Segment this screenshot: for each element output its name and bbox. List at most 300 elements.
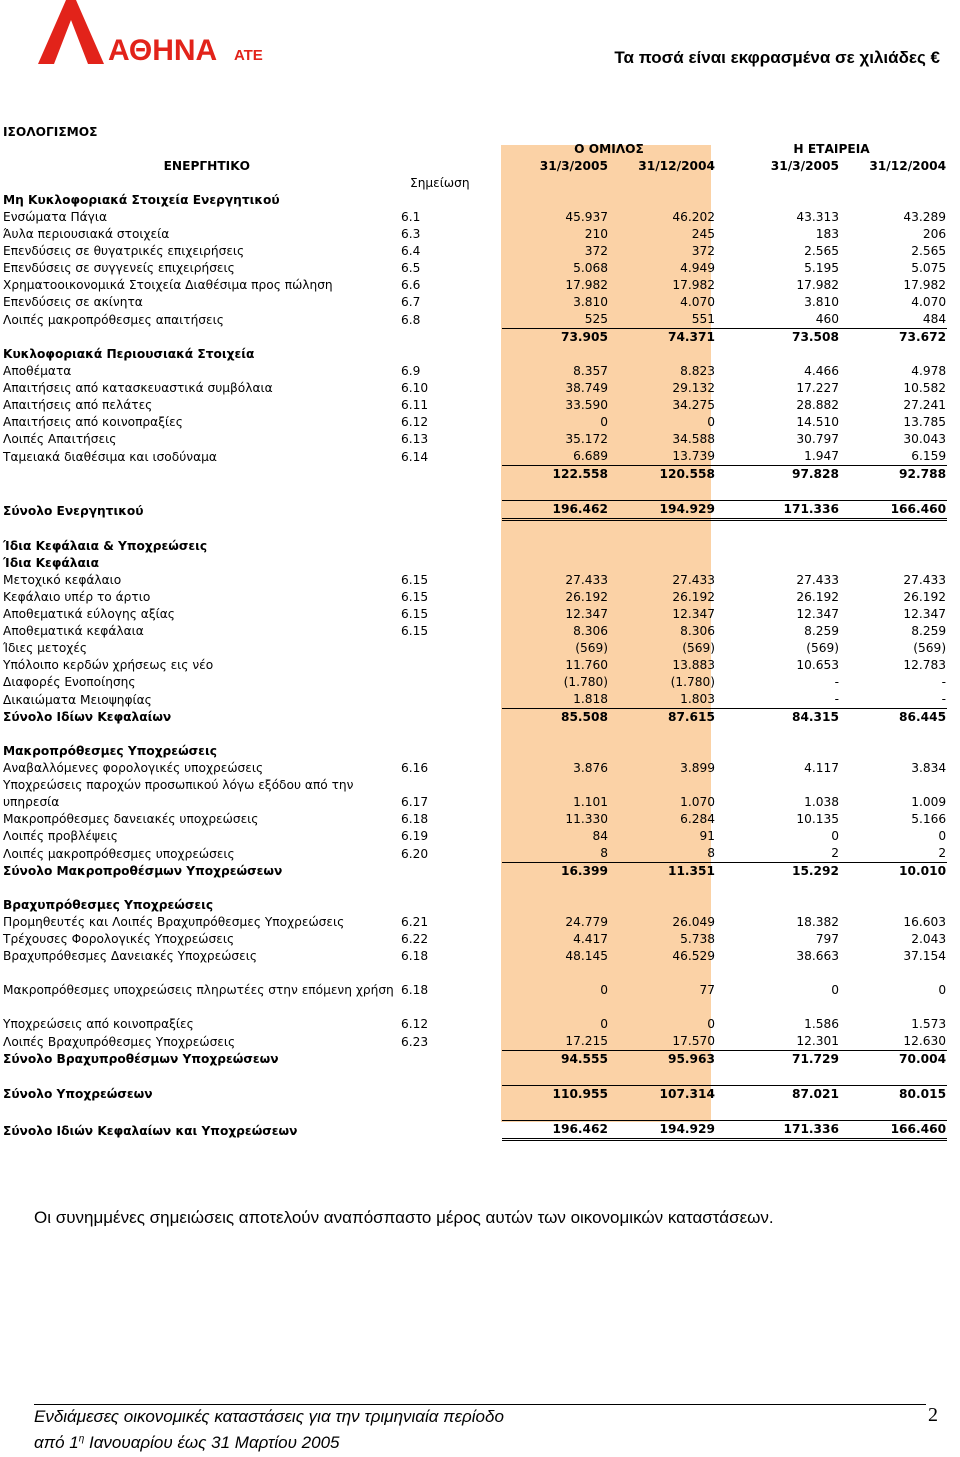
- value-cell: 6.159: [911, 449, 947, 463]
- value-cell: 4.978: [911, 364, 947, 378]
- value-cell: 11.351: [609, 863, 716, 881]
- section-heading: Βραχυπρόθεσμες Υποχρεώσεις: [3, 898, 214, 912]
- value-cell: 196.462: [502, 501, 609, 520]
- section-heading: Ίδια Κεφάλαια: [3, 556, 99, 570]
- notes-disclaimer: Οι συνημμένες σημειώσεις αποτελούν αναπόσπαστο μέρος αυτών των οικονομικών καταστάσεων.: [34, 1208, 774, 1227]
- value-cell: 460: [815, 312, 839, 326]
- value-cell: 5.068: [573, 261, 608, 275]
- note-ref: 6.3: [401, 227, 421, 241]
- row-label: [2, 329, 400, 347]
- footer-period-line2: από $1^\eta$ Ιανουαρίου έως 31 Μαρτίου 2005: [34, 1433, 340, 1452]
- col-date: 31/3/2005: [539, 159, 608, 173]
- value-cell: 13.785: [903, 415, 947, 429]
- note-ref: [400, 863, 502, 881]
- row-label: Λοιπές μακροπρόθεσμες απαιτήσεις: [3, 312, 224, 327]
- value-cell: 26.192: [672, 590, 715, 604]
- row-label: Μακροπρόθεσμες υποχρεώσεις πληρωτέες στην επόμενη χρήση: [3, 983, 394, 997]
- value-cell: 35.172: [565, 432, 608, 446]
- note-ref: 6.7: [401, 295, 421, 309]
- table-row: [2, 1086, 947, 1104]
- table-row: [2, 897, 947, 914]
- table-row: [2, 828, 947, 845]
- value-cell: 166.460: [840, 1121, 947, 1140]
- value-cell: 372: [691, 244, 715, 258]
- table-row: [2, 845, 947, 863]
- row-label: Επενδύσεις σε συγγενείς επιχειρήσεις: [3, 261, 235, 275]
- value-cell: 12.301: [796, 1034, 839, 1048]
- value-cell: 33.590: [565, 398, 608, 412]
- table-row: [2, 329, 947, 347]
- row-label: Ίδιες μετοχές: [3, 641, 88, 655]
- value-cell: -: [834, 692, 839, 706]
- table-row: [2, 346, 947, 363]
- table-row: [2, 931, 947, 948]
- value-cell: 797: [815, 932, 839, 946]
- col-date: 31/3/2005: [770, 159, 839, 173]
- value-cell: 73.672: [840, 329, 947, 347]
- value-cell: (569): [575, 641, 608, 655]
- value-cell: 194.929: [609, 501, 716, 520]
- value-cell: 87.615: [609, 709, 716, 727]
- row-label: Σύνολο Μακροπροθέσμων Υποχρεώσεων: [3, 864, 283, 878]
- row-label: Αναβαλλόμενες φορολογικές υποχρεώσεις: [3, 761, 264, 775]
- value-cell: 1.586: [804, 1017, 839, 1031]
- row-label: Κεφάλαιο υπέρ το άρτιο: [3, 590, 151, 604]
- value-cell: (569): [806, 641, 839, 655]
- note-ref: 6.15: [401, 573, 429, 587]
- value-cell: 166.460: [840, 501, 947, 520]
- table-row: [2, 606, 947, 623]
- row-label: [2, 466, 400, 484]
- value-cell: 4.070: [911, 295, 947, 309]
- value-cell: 28.882: [796, 398, 839, 412]
- logo-suffix: ΑΤΕ: [234, 47, 263, 64]
- note-ref: [400, 466, 502, 484]
- row-label: Σύνολο Ιδιών Κεφαλαίων και Υποχρεώσεων: [3, 1123, 298, 1138]
- logo-wordmark: ΑΘΗΝΑ: [108, 34, 218, 66]
- table-row: [2, 1068, 947, 1086]
- table-row: [2, 726, 947, 743]
- value-cell: 171.336: [716, 1121, 840, 1140]
- note-ref: 6.12: [401, 1017, 429, 1031]
- value-cell: 1.038: [804, 795, 839, 809]
- row-label: Δικαιώματα Μειοψηφίας: [3, 692, 152, 707]
- note-ref: 6.21: [401, 915, 429, 929]
- value-cell: 10.653: [796, 658, 839, 672]
- table-row: [2, 709, 947, 727]
- note-ref: 6.11: [401, 398, 429, 412]
- value-cell: 17.982: [565, 278, 608, 292]
- row-label: Υπόλοιπο κερδών χρήσεως εις νέο: [3, 658, 214, 672]
- units-note: Τα ποσά είναι εκφρασμένα σε χιλιάδες €: [614, 48, 940, 67]
- value-cell: 87.021: [716, 1086, 840, 1104]
- value-cell: 8: [707, 846, 715, 860]
- value-cell: -: [941, 692, 947, 706]
- value-cell: 0: [707, 1017, 715, 1031]
- value-cell: 27.433: [672, 573, 715, 587]
- note-ref: 6.10: [401, 381, 429, 395]
- value-cell: 85.508: [502, 709, 609, 727]
- value-cell: (569): [913, 641, 947, 655]
- value-cell: 3.810: [573, 295, 608, 309]
- value-cell: 12.347: [796, 607, 839, 621]
- table-row: [2, 555, 947, 572]
- value-cell: 38.663: [796, 949, 839, 963]
- value-cell: 5.195: [804, 261, 839, 275]
- table-row: [2, 880, 947, 897]
- note-ref: 6.15: [401, 590, 429, 604]
- value-cell: 43.313: [796, 210, 839, 224]
- table-row: [2, 691, 947, 709]
- value-cell: 27.433: [903, 573, 947, 587]
- row-label: Διαφορές Ενοποίησης: [3, 675, 136, 689]
- group-header: Ο ΟΜΙΛΟΣ: [574, 142, 644, 156]
- page-number: 2: [928, 1404, 938, 1426]
- note-ref: 6.1: [401, 210, 421, 224]
- table-row: [2, 226, 947, 243]
- value-cell: 2: [831, 846, 839, 860]
- value-cell: 34.588: [672, 432, 715, 446]
- table-row: [2, 743, 947, 760]
- value-cell: 11.760: [565, 658, 608, 672]
- value-cell: 171.336: [716, 501, 840, 520]
- value-cell: 15.292: [716, 863, 840, 881]
- value-cell: 10.582: [903, 381, 947, 395]
- value-cell: 16.603: [903, 915, 947, 929]
- value-cell: 2.043: [911, 932, 947, 946]
- value-cell: 46.529: [672, 949, 715, 963]
- table-row: [2, 520, 947, 539]
- value-cell: 17.982: [903, 278, 947, 292]
- value-cell: 0: [600, 983, 608, 997]
- row-label: Υποχρεώσεις από κοινοπραξίες: [3, 1017, 194, 1031]
- value-cell: 27.433: [796, 573, 839, 587]
- row-label: Αποθεματικά εύλογης αξίας: [3, 607, 175, 621]
- value-cell: 17.982: [796, 278, 839, 292]
- company-header: Η ΕΤΑΙΡΕΙΑ: [793, 142, 870, 156]
- value-cell: 17.982: [672, 278, 715, 292]
- table-row: [2, 448, 947, 466]
- section-heading: Κυκλοφοριακά Περιουσιακά Στοιχεία: [3, 347, 255, 361]
- section-heading: Μη Κυκλοφοριακά Στοιχεία Ενεργητικού: [3, 193, 280, 207]
- value-cell: 8.306: [680, 624, 715, 638]
- value-cell: -: [834, 675, 839, 689]
- note-ref: 6.20: [401, 846, 429, 861]
- note-ref: 6.14: [401, 449, 429, 464]
- value-cell: 29.132: [672, 381, 715, 395]
- value-cell: 86.445: [840, 709, 947, 727]
- table-row: [2, 397, 947, 414]
- row-label: Επενδύσεις σε θυγατρικές επιχειρήσεις: [3, 244, 245, 258]
- value-cell: 45.937: [565, 210, 608, 224]
- table-row: [2, 914, 947, 931]
- value-cell: 92.788: [840, 466, 947, 484]
- section-heading: Ίδια Κεφάλαια & Υποχρεώσεις: [3, 539, 208, 553]
- row-label: Λοιπές προβλέψεις: [3, 829, 118, 843]
- value-cell: 1.947: [804, 449, 839, 463]
- value-cell: 10.135: [796, 812, 839, 826]
- note-ref: 6.15: [401, 607, 429, 621]
- row-label: Αποθεματικά κεφάλαια: [3, 624, 144, 638]
- value-cell: 12.347: [672, 607, 715, 621]
- row-label: Απαιτήσεις από πελάτες: [3, 398, 153, 412]
- value-cell: 26.192: [903, 590, 947, 604]
- value-cell: 206: [922, 227, 947, 241]
- value-cell: 18.382: [796, 915, 839, 929]
- value-cell: (569): [682, 641, 715, 655]
- note-ref: [400, 501, 502, 520]
- value-cell: 84.315: [716, 709, 840, 727]
- note-ref: [400, 329, 502, 347]
- col-date: 31/12/2004: [869, 159, 947, 173]
- value-cell: 74.371: [609, 329, 716, 347]
- row-label: Προμηθευτές και Λοιπές Βραχυπρόθεσμες Υποχρεώσεις: [3, 915, 345, 929]
- value-cell: 5.738: [680, 932, 715, 946]
- value-cell: 26.192: [565, 590, 608, 604]
- value-cell: 3.876: [573, 761, 608, 775]
- value-cell: 17.215: [565, 1034, 608, 1048]
- value-cell: 26.049: [672, 915, 715, 929]
- value-cell: 24.779: [565, 915, 608, 929]
- value-cell: 4.417: [573, 932, 608, 946]
- value-cell: 3.834: [911, 761, 947, 775]
- value-cell: 73.905: [502, 329, 609, 347]
- footer-period-line1: Ενδιάμεσες οικονομικές καταστάσεις για την τριμηνιαία περίοδο: [34, 1407, 504, 1426]
- value-cell: 30.797: [796, 432, 839, 446]
- table-row: [2, 277, 947, 294]
- value-cell: 13.739: [672, 449, 715, 463]
- table-row: [2, 1016, 947, 1033]
- value-cell: -: [941, 675, 947, 689]
- row-label: Απαιτήσεις από κοινοπραξίες: [3, 415, 183, 429]
- value-cell: 372: [584, 244, 608, 258]
- table-row: [2, 260, 947, 277]
- note-ref: 6.8: [401, 312, 421, 327]
- value-cell: 110.955: [502, 1086, 609, 1104]
- value-cell: 210: [584, 227, 608, 241]
- value-cell: 0: [831, 983, 839, 997]
- col-date: 31/12/2004: [638, 159, 715, 173]
- table-row: [2, 363, 947, 380]
- value-cell: 11.330: [565, 812, 608, 826]
- table-row: [2, 572, 947, 589]
- note-ref: 6.18: [401, 949, 429, 963]
- value-cell: 14.510: [796, 415, 839, 429]
- table-row: [2, 674, 947, 691]
- note-ref: 6.18: [401, 983, 429, 997]
- value-cell: 6.689: [573, 449, 608, 463]
- value-cell: 1.818: [573, 692, 608, 706]
- table-row: [2, 999, 947, 1016]
- section-header: ΕΝΕΡΓΗΤΙΚΟ: [163, 159, 250, 173]
- table-row: [2, 501, 947, 520]
- table-row: [2, 1033, 947, 1051]
- value-cell: 8.259: [804, 624, 839, 638]
- row-label: Απαιτήσεις από κατασκευαστικά συμβόλαια: [3, 381, 273, 395]
- value-cell: 2.565: [911, 244, 947, 258]
- row-label: Αποθέματα: [3, 364, 72, 378]
- table-row: [2, 965, 947, 982]
- note-ref: 6.16: [401, 761, 429, 775]
- note-header: Σημείωση: [410, 176, 470, 190]
- table-row: [2, 243, 947, 260]
- table-row: [2, 982, 947, 999]
- value-cell: 245: [691, 227, 715, 241]
- table-row: [2, 311, 947, 329]
- value-cell: 46.202: [672, 210, 715, 224]
- value-cell: 12.630: [903, 1034, 947, 1048]
- value-cell: 34.275: [672, 398, 715, 412]
- table-row: [2, 948, 947, 965]
- value-cell: 48.145: [565, 949, 608, 963]
- table-row: [2, 414, 947, 431]
- note-ref: 6.6: [401, 278, 421, 292]
- note-ref: 6.22: [401, 932, 429, 946]
- value-cell: 1.573: [911, 1017, 947, 1031]
- value-cell: 194.929: [609, 1121, 716, 1140]
- note-ref: 6.18: [401, 812, 429, 826]
- table-row: [2, 863, 947, 881]
- value-cell: 122.558: [502, 466, 609, 484]
- row-label: Άυλα περιουσιακά στοιχεία: [3, 227, 170, 241]
- value-cell: 30.043: [903, 432, 947, 446]
- value-cell: 484: [922, 312, 947, 326]
- balance-sheet-table: [2, 124, 947, 1141]
- table-row: [2, 1051, 947, 1069]
- value-cell: 27.433: [565, 573, 608, 587]
- value-cell: 525: [584, 312, 608, 326]
- value-cell: 0: [938, 829, 947, 843]
- value-cell: 8.259: [911, 624, 947, 638]
- note-ref: 6.17: [401, 795, 429, 809]
- table-row: [2, 431, 947, 448]
- value-cell: 37.154: [903, 949, 947, 963]
- value-cell: 17.227: [796, 381, 839, 395]
- note-ref: [400, 709, 502, 727]
- note-ref: 6.19: [401, 829, 429, 843]
- row-label: Τρέχουσες Φορολογικές Υποχρεώσεις: [3, 932, 235, 946]
- section-heading: Μακροπρόθεσμες Υποχρεώσεις: [3, 744, 217, 758]
- row-label: Λοιπές μακροπρόθεσμες υποχρεώσεις: [3, 846, 235, 861]
- value-cell: 183: [815, 227, 839, 241]
- value-cell: 84: [592, 829, 608, 843]
- value-cell: 12.347: [903, 607, 947, 621]
- value-cell: 8: [600, 846, 608, 860]
- value-cell: 97.828: [716, 466, 840, 484]
- value-cell: 16.399: [502, 863, 609, 881]
- value-cell: 4.466: [804, 364, 839, 378]
- note-ref: 6.5: [401, 261, 421, 275]
- table-row: [2, 380, 947, 397]
- value-cell: 43.289: [903, 210, 947, 224]
- value-cell: (1.780): [670, 675, 715, 689]
- table-row: [2, 538, 947, 555]
- value-cell: 8.823: [680, 364, 715, 378]
- value-cell: 5.166: [911, 812, 947, 826]
- value-cell: 1.803: [680, 692, 715, 706]
- value-cell: 0: [600, 1017, 608, 1031]
- value-cell: 71.729: [716, 1051, 840, 1069]
- value-cell: 196.462: [502, 1121, 609, 1140]
- table-row: [2, 623, 947, 640]
- value-cell: 6.284: [680, 812, 715, 826]
- note-ref: 6.9: [401, 364, 421, 378]
- row-label: Σύνολο Βραχυπροθέσμων Υποχρεώσεων: [3, 1052, 279, 1066]
- value-cell: 5.075: [911, 261, 947, 275]
- footer-rule: [34, 1404, 926, 1405]
- value-cell: 551: [691, 312, 715, 326]
- note-ref: 6.15: [401, 624, 429, 638]
- note-ref: [400, 691, 502, 709]
- note-ref: [400, 674, 502, 691]
- table-row: [2, 811, 947, 828]
- value-cell: 0: [938, 983, 947, 997]
- table-row: [2, 1103, 947, 1121]
- note-ref: 6.12: [401, 415, 429, 429]
- table-row: [2, 483, 947, 501]
- value-cell: 8.357: [573, 364, 608, 378]
- value-cell: 0: [831, 829, 839, 843]
- value-cell: 0: [707, 415, 715, 429]
- note-ref: [400, 1086, 502, 1104]
- row-label: Ταμειακά διαθέσιμα και ισοδύναμα: [3, 449, 217, 464]
- value-cell: 12.347: [565, 607, 608, 621]
- note-ref: [400, 640, 502, 657]
- value-cell: 1.009: [911, 795, 947, 809]
- row-label: Μακροπρόθεσμες δανειακές υποχρεώσεις: [3, 812, 259, 826]
- value-cell: 77: [699, 983, 715, 997]
- value-cell: 70.004: [840, 1051, 947, 1069]
- value-cell: 1.070: [680, 795, 715, 809]
- table-row: [2, 777, 947, 811]
- value-cell: 107.314: [609, 1086, 716, 1104]
- row-label: Χρηματοοικονομικά Στοιχεία Διαθέσιμα προς πώληση: [3, 278, 333, 292]
- row-label: Σύνολο Υποχρεώσεων: [3, 1087, 153, 1101]
- table-row: [2, 192, 947, 209]
- value-cell: 80.015: [840, 1086, 947, 1104]
- value-cell: 26.192: [796, 590, 839, 604]
- value-cell: 3.899: [680, 761, 715, 775]
- value-cell: 38.749: [565, 381, 608, 395]
- table-row: [2, 760, 947, 777]
- row-label: Βραχυπρόθεσμες Δανειακές Υποχρεώσεις: [3, 949, 258, 963]
- value-cell: 27.241: [903, 398, 947, 412]
- value-cell: 73.508: [716, 329, 840, 347]
- value-cell: 12.783: [903, 658, 947, 672]
- note-ref: [400, 657, 502, 674]
- value-cell: 13.883: [672, 658, 715, 672]
- statement-title: ΙΣΟΛΟΓΙΣΜΟΣ: [3, 125, 98, 139]
- note-ref: 6.4: [401, 244, 421, 258]
- value-cell: 4.117: [804, 761, 839, 775]
- row-label: Μετοχικό κεφάλαιο: [3, 573, 122, 587]
- value-cell: 1.101: [573, 795, 608, 809]
- value-cell: 4.070: [680, 295, 715, 309]
- row-label: Ενσώματα Πάγια: [3, 210, 108, 224]
- table-row: [2, 657, 947, 674]
- company-logo: [38, 0, 268, 66]
- note-ref: 6.23: [401, 1034, 429, 1049]
- row-label: Λοιπές Απαιτήσεις: [3, 432, 117, 446]
- value-cell: 2.565: [804, 244, 839, 258]
- value-cell: 0: [600, 415, 608, 429]
- table-row: [2, 1121, 947, 1140]
- note-ref: 6.13: [401, 432, 429, 446]
- row-label: Σύνολο Ενεργητικού: [3, 503, 144, 518]
- table-row: [2, 209, 947, 226]
- value-cell: 3.810: [804, 295, 839, 309]
- value-cell: 2: [938, 846, 947, 860]
